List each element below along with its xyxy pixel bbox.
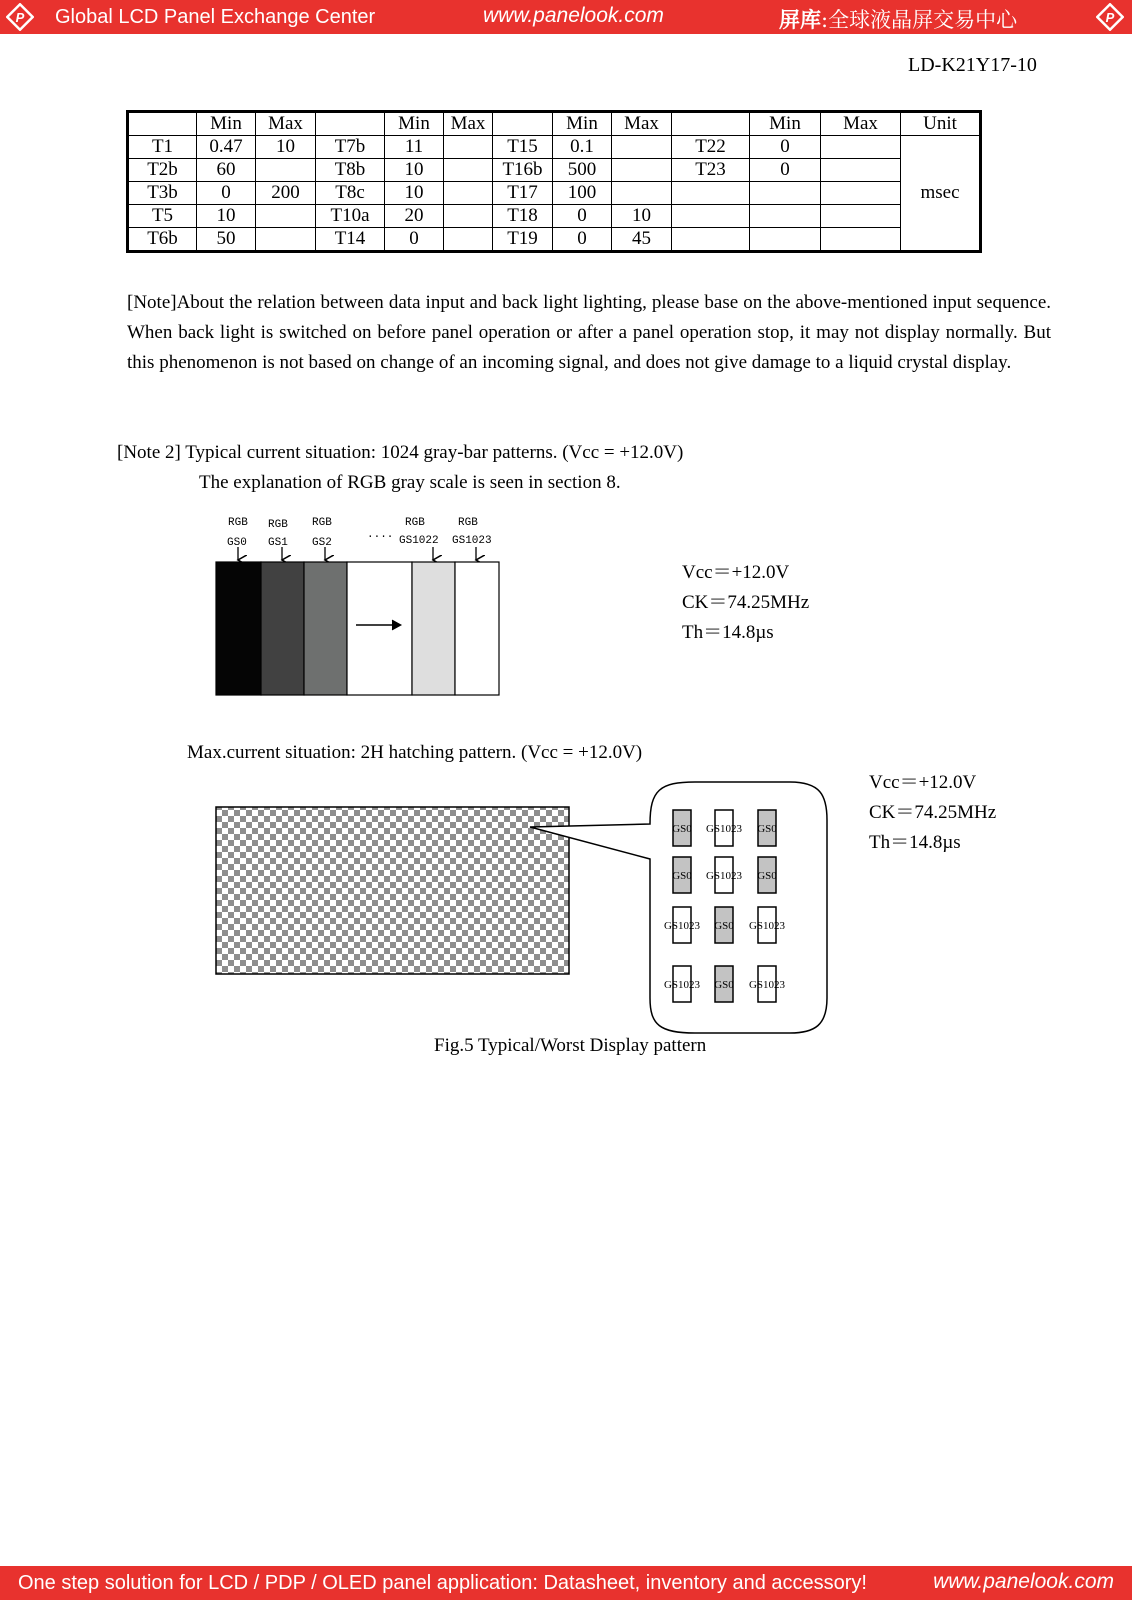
rgb-label: RGB (312, 517, 332, 529)
rgb-label: RGB (268, 519, 288, 531)
condition-ck: CK＝74.25MHz (869, 802, 997, 823)
table-cell: 50 (197, 228, 256, 252)
hatch-cell-label: GS1023 (663, 979, 701, 991)
hatch-cell-label: GS0 (757, 823, 777, 835)
gray-bar (261, 562, 304, 695)
table-cell: T10a (316, 205, 385, 228)
svg-text:P: P (1105, 10, 1115, 25)
table-cell: T2b (128, 159, 197, 182)
table-cell: T22 (672, 136, 750, 159)
table-cell: T5 (128, 205, 197, 228)
table-cell: T18 (493, 205, 553, 228)
note-backlight: [Note]About the relation between data input and back light lighting, please base on the above-mentioned input sequence. When back light is switched on before panel operation or after a panel operation stop, it may not display normally. But this phenomenon is not based on change of an incoming signal, and does not give damage to a liquid crystal display. (127, 292, 1051, 373)
table-cell: 11 (385, 136, 444, 159)
table-cell: 0 (750, 136, 821, 159)
hatch-cell-label: GS1023 (748, 920, 786, 932)
table-cell: 0 (385, 228, 444, 252)
rgb-label: RGB (458, 517, 478, 529)
hatch-cell-label: GS1023 (663, 920, 701, 932)
note2-line1: [Note 2] Typical current situation: 1024 gray-bar patterns. (Vcc = +12.0V) (117, 442, 684, 463)
table-cell: 200 (256, 182, 316, 205)
gray-bar (216, 562, 261, 695)
hatch-cell-label: GS0 (714, 979, 734, 991)
gray-bar (455, 562, 499, 695)
header-cell: Min (553, 112, 612, 136)
table-cell: 10 (385, 182, 444, 205)
gs-label: GS1023 (452, 535, 492, 547)
table-cell: 60 (197, 159, 256, 182)
typical-conditions (682, 558, 809, 648)
table-cell: T15 (493, 136, 553, 159)
table-cell: T14 (316, 228, 385, 252)
table-cell: 100 (553, 182, 612, 205)
note2-line2: The explanation of RGB gray scale is seen in section 8. (199, 472, 621, 493)
table-cell: 10 (385, 159, 444, 182)
table-cell: T7b (316, 136, 385, 159)
unit-cell: msec (901, 136, 981, 252)
banner-title: Global LCD Panel Exchange Center (55, 6, 376, 28)
table-cell: 10 (197, 205, 256, 228)
dots-label: .... (367, 529, 394, 541)
table-cell: 20 (385, 205, 444, 228)
banner-chinese-bold: 屏库 (779, 7, 821, 32)
header-cell: Max (444, 112, 493, 136)
hatch-cell-label: GS0 (757, 870, 777, 882)
bottom-slogan: One step solution for LCD / PDP / OLED panel application: Datasheet, inventory and accessory! (18, 1572, 867, 1594)
gs-label: GS0 (227, 537, 247, 549)
hatch-cell-label: GS0 (714, 920, 734, 932)
table-cell: T23 (672, 159, 750, 182)
rgb-label: RGB (405, 517, 425, 529)
banner-chinese-text: :全球液晶屏交易中心 (821, 8, 1018, 32)
table-cell: 45 (612, 228, 672, 252)
hatching-pattern-panel (216, 807, 569, 974)
table-cell: 10 (612, 205, 672, 228)
condition-th: Th＝14.8µs (682, 622, 774, 643)
hatch-cell-label: GS1023 (705, 823, 743, 835)
table-cell: T8b (316, 159, 385, 182)
condition-th: Th＝14.8µs (869, 832, 961, 853)
document-id: LD-K21Y17-10 (908, 54, 1037, 76)
table-cell: 500 (553, 159, 612, 182)
table-cell: T17 (493, 182, 553, 205)
condition-vcc: Vcc＝+12.0V (682, 562, 790, 583)
gs-label: GS2 (312, 537, 332, 549)
gs-label: GS1 (268, 537, 288, 549)
table-cell: T6b (128, 228, 197, 252)
hatch-cell-label: GS0 (672, 870, 692, 882)
header-cell: Min (750, 112, 821, 136)
table-cell: 0.1 (553, 136, 612, 159)
svg-text:P: P (15, 10, 25, 25)
max-conditions (869, 768, 996, 858)
max-current-heading: Max.current situation: 2H hatching pattern. (Vcc = +12.0V) (187, 742, 643, 763)
table-cell: 0 (553, 228, 612, 252)
header-cell: Max (256, 112, 316, 136)
table-cell: 0 (553, 205, 612, 228)
header-cell: Unit (901, 112, 981, 136)
table-cell: T1 (128, 136, 197, 159)
header-cell: Max (612, 112, 672, 136)
condition-ck: CK＝74.25MHz (682, 592, 810, 613)
gs-label: GS1022 (399, 535, 439, 547)
gray-bar (347, 562, 412, 695)
header-cell: Min (197, 112, 256, 136)
rgb-label: RGB (228, 517, 248, 529)
table-cell: T3b (128, 182, 197, 205)
gray-bar-pattern (216, 562, 499, 695)
table-cell: T19 (493, 228, 553, 252)
bottom-banner (0, 1566, 1132, 1600)
gray-bar (304, 562, 347, 695)
bottom-url[interactable]: www.panelook.com (933, 1570, 1114, 1593)
hatch-cell-label: GS1023 (705, 870, 743, 882)
table-cell: 0 (197, 182, 256, 205)
table-cell: T16b (493, 159, 553, 182)
hatch-cell-label: GS1023 (748, 979, 786, 991)
gray-bar (412, 562, 455, 695)
table-cell: 0.47 (197, 136, 256, 159)
condition-vcc: Vcc＝+12.0V (869, 772, 977, 793)
figure-caption: Fig.5 Typical/Worst Display pattern (434, 1035, 707, 1056)
table-cell: T8c (316, 182, 385, 205)
hatch-cell-label: GS0 (672, 823, 692, 835)
header-cell: Min (385, 112, 444, 136)
table-cell: 10 (256, 136, 316, 159)
table-cell: 0 (750, 159, 821, 182)
banner-url[interactable]: www.panelook.com (483, 4, 664, 27)
header-cell: Max (821, 112, 901, 136)
